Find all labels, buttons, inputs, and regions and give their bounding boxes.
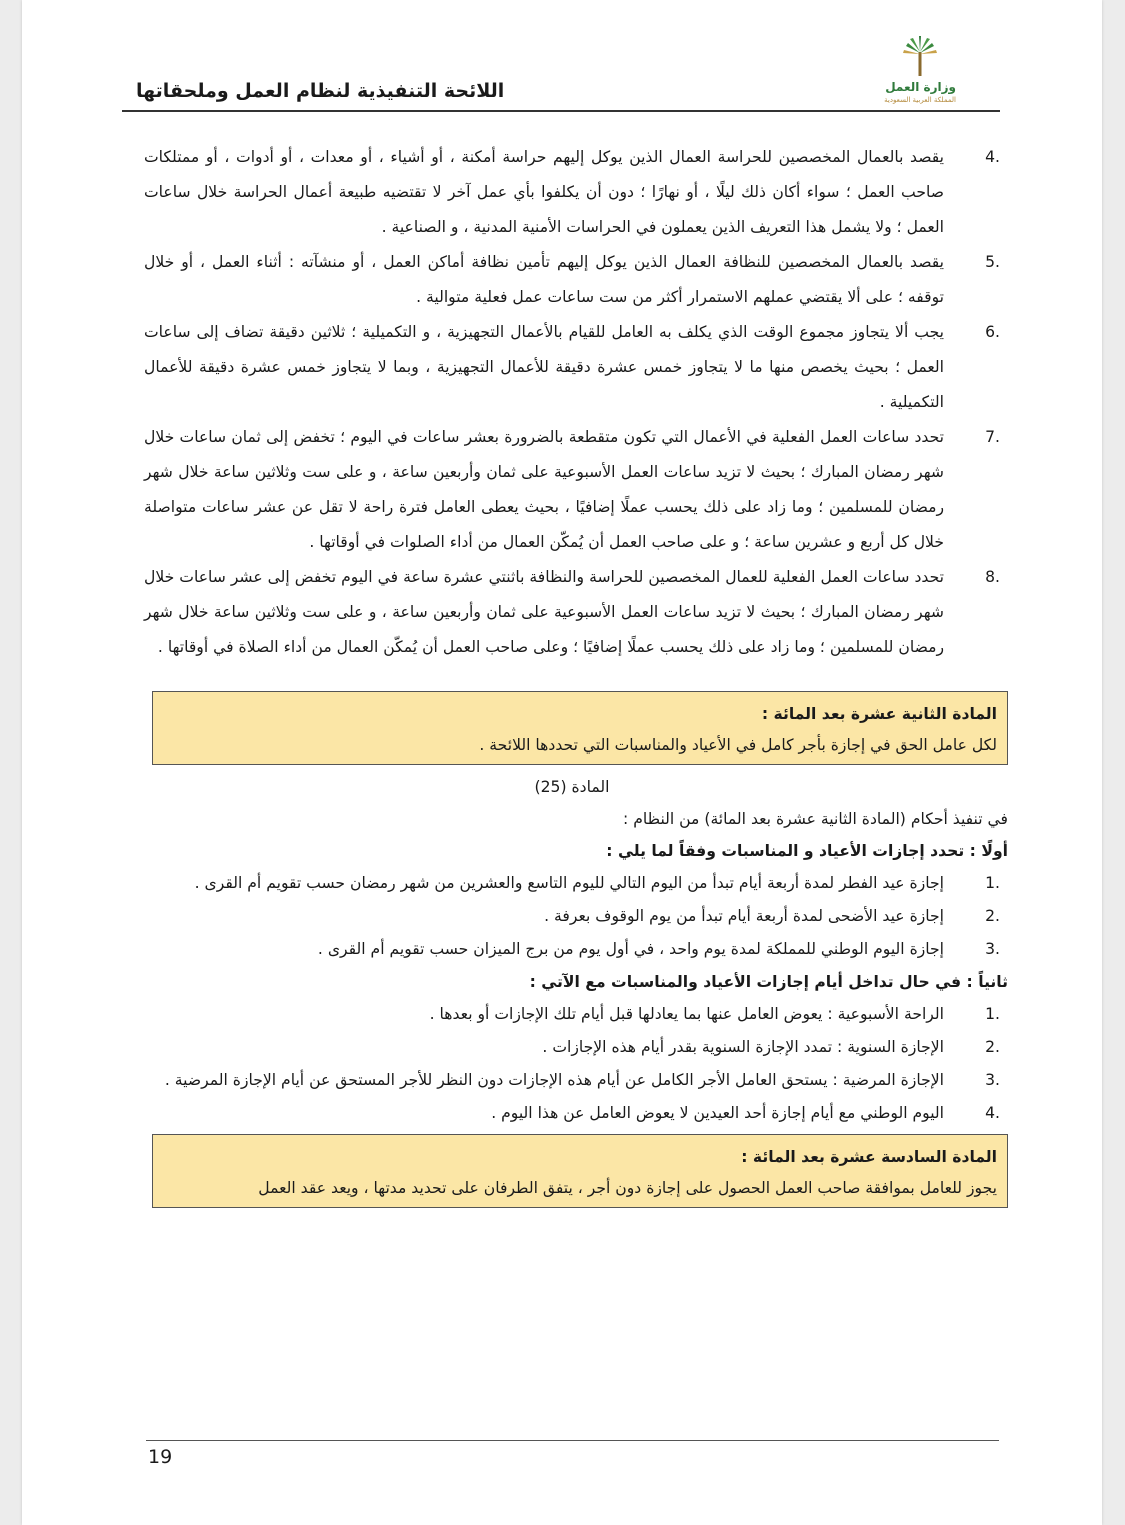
header-divider (122, 110, 1000, 112)
item-number: 1. (985, 874, 1000, 892)
article-116-body: يجوز للعامل بموافقة صاحب العمل الحصول على إجازة دون أجر ، يتفق الطرفان على تحديد مدتها ، ويعد عقد العمل (258, 1179, 997, 1197)
document-page (22, 0, 1102, 1525)
overlap-list (144, 998, 1000, 1130)
article-112-body: لكل عامل الحق في إجازة بأجر كامل في الأعياد والمناسبات التي تحددها اللائحة . (479, 736, 997, 754)
item-text: إجازة عيد الأضحى لمدة أربعة أيام تبدأ من يوم الوقوف بعرفة . (544, 907, 944, 925)
holiday-item-2 (144, 900, 1000, 933)
item-text: تحدد ساعات العمل الفعلية في الأعمال التي تكون متقطعة بالضرورة بعشر ساعات في اليوم ؛ تخفض إلى ثمان ساعات خلال شهر رمضان المبارك ؛ بحيث لا تزيد ساعات العمل الأسبوعية على ثمان وأربعين ساعة ، و على ست وثلاثين ساعة خلال شهر رمضان للمسلمين ؛ وما زاد على ذلك يحسب عملًا إضافيًا ، بحيث يعطى العامل فترة راحة لا تقل عن عشر ساعات متواصلة خلال كل أربع و عشرين ساعة ؛ و على صاحب العمل أن يُمكّن العمال من أداء الصلوات في أوقاتها . (144, 428, 944, 551)
definition-item-5 (144, 245, 1000, 315)
palm-tree-icon (900, 36, 940, 78)
definition-item-6 (144, 315, 1000, 420)
logo-subtitle: المملكة العربية السعودية (884, 96, 956, 104)
overlap-item-4 (144, 1097, 1000, 1130)
item-number: 1. (985, 1005, 1000, 1023)
definition-item-8 (144, 560, 1000, 665)
page-header (122, 36, 1002, 112)
item-text: الإجازة المرضية : يستحق العامل الأجر الكامل عن أيام هذه الإجازات دون النظر للأجر المستحق عن أيام الإجازة المرضية . (164, 1071, 944, 1089)
page-content (144, 140, 1008, 1208)
logo-ministry-name: وزارة العمل (885, 80, 956, 94)
item-number: 2. (985, 1038, 1000, 1056)
article-116-title: المادة السادسة عشرة بعد المائة : (741, 1148, 997, 1166)
article-116-box (152, 1134, 1008, 1208)
item-number: 3. (985, 1071, 1000, 1089)
definitions-list (144, 140, 1000, 665)
ministry-logo (884, 36, 956, 104)
item-text: الراحة الأسبوعية : يعوض العامل عنها بما يعادلها قبل أيام تلك الإجازات أو بعدها . (429, 1005, 944, 1023)
item-number: 2. (985, 907, 1000, 925)
holiday-item-3 (144, 933, 1000, 966)
item-number: 6. (985, 323, 1000, 341)
article-25-intro: في تنفيذ أحكام (المادة الثانية عشرة بعد المائة) من النظام : (623, 810, 1008, 828)
definition-item-7 (144, 420, 1000, 560)
overlap-item-1 (144, 998, 1000, 1031)
overlap-item-3 (144, 1064, 1000, 1097)
item-text: يقصد بالعمال المخصصين للحراسة العمال الذين يوكل إليهم حراسة أمكنة ، أو أشياء ، أو معدات ، أو أدوات ، أو ممتلكات صاحب العمل ؛ سواء أكان ذلك ليلًا ، أو نهارًا ؛ دون أن يكلفوا بأي عمل آخر لا تقتضيه طبيعة أعمال الحراسة خلال ساعات العمل ؛ ولا يشمل هذا التعريف الذين يعملون في الحراسات الأمنية المدنية ، و الصناعية . (144, 148, 944, 236)
item-text: يقصد بالعمال المخصصين للنظافة العمال الذين يوكل إليهم تأمين نظافة أماكن العمل ، أو منشآته : أثناء العمل ، أو خلال توقفه ؛ على ألا يقتضي عملهم الاستمرار أكثر من ست ساعات عمل فعلية متوالية . (144, 253, 944, 306)
article-112-box (152, 691, 1008, 765)
item-number: 3. (985, 940, 1000, 958)
second-heading: ثانياً : في حال تداخل أيام إجازات الأعياد والمناسبات مع الآتي : (529, 973, 1008, 991)
definition-item-4 (144, 140, 1000, 245)
item-text: إجازة اليوم الوطني للمملكة لمدة يوم واحد ، في أول يوم من برج الميزان حسب تقويم أم القرى . (317, 940, 944, 958)
article-112-title: المادة الثانية عشرة بعد المائة : (761, 705, 997, 723)
first-heading: أولًا : تحدد إجازات الأعياد و المناسبات وفقاً لما يلي : (606, 842, 1008, 860)
header-title: اللائحة التنفيذية لنظام العمل وملحقاتها (136, 80, 505, 102)
item-text: الإجازة السنوية : تمدد الإجازة السنوية بقدر أيام هذه الإجازات . (542, 1038, 944, 1056)
item-number: 7. (985, 428, 1000, 446)
item-number: 8. (985, 568, 1000, 586)
holidays-list (144, 867, 1000, 966)
article-25-label: المادة (25) (534, 778, 610, 796)
page-number: 19 (148, 1446, 173, 1468)
holiday-item-1 (144, 867, 1000, 900)
item-text: يجب ألا يتجاوز مجموع الوقت الذي يكلف به العامل للقيام بالأعمال التجهيزية ، و التكميلية ؛ ثلاثين دقيقة تضاف إلى ساعات العمل ؛ بحيث يخصص منها ما لا يتجاوز خمس عشرة دقيقة للأعمال التجهيزية ، وبما لا يتجاوز خمس عشرة دقيقة للأعمال التكميلية . (144, 323, 944, 411)
item-text: اليوم الوطني مع أيام إجازة أحد العيدين لا يعوض العامل عن هذا اليوم . (491, 1104, 944, 1122)
item-text: تحدد ساعات العمل الفعلية للعمال المخصصين للحراسة والنظافة باثنتي عشرة ساعة في اليوم تخفض إلى عشر ساعات خلال شهر رمضان المبارك ؛ بحيث لا تزيد ساعات العمل الأسبوعية على ثمان وأربعين ساعة ، و على ست وثلاثين ساعة خلال شهر رمضان للمسلمين ؛ وما زاد على ذلك يحسب عملًا إضافيًا ؛ وعلى صاحب العمل أن يُمكّن العمال من أداء الصلاة في أوقاتها . (144, 568, 944, 656)
item-number: 4. (985, 148, 1000, 166)
item-number: 5. (985, 253, 1000, 271)
item-text: إجازة عيد الفطر لمدة أربعة أيام تبدأ من اليوم التالي لليوم التاسع والعشرين من شهر رمضان حسب تقويم أم القرى . (194, 874, 944, 892)
item-number: 4. (985, 1104, 1000, 1122)
footer-divider (146, 1440, 999, 1441)
overlap-item-2 (144, 1031, 1000, 1064)
